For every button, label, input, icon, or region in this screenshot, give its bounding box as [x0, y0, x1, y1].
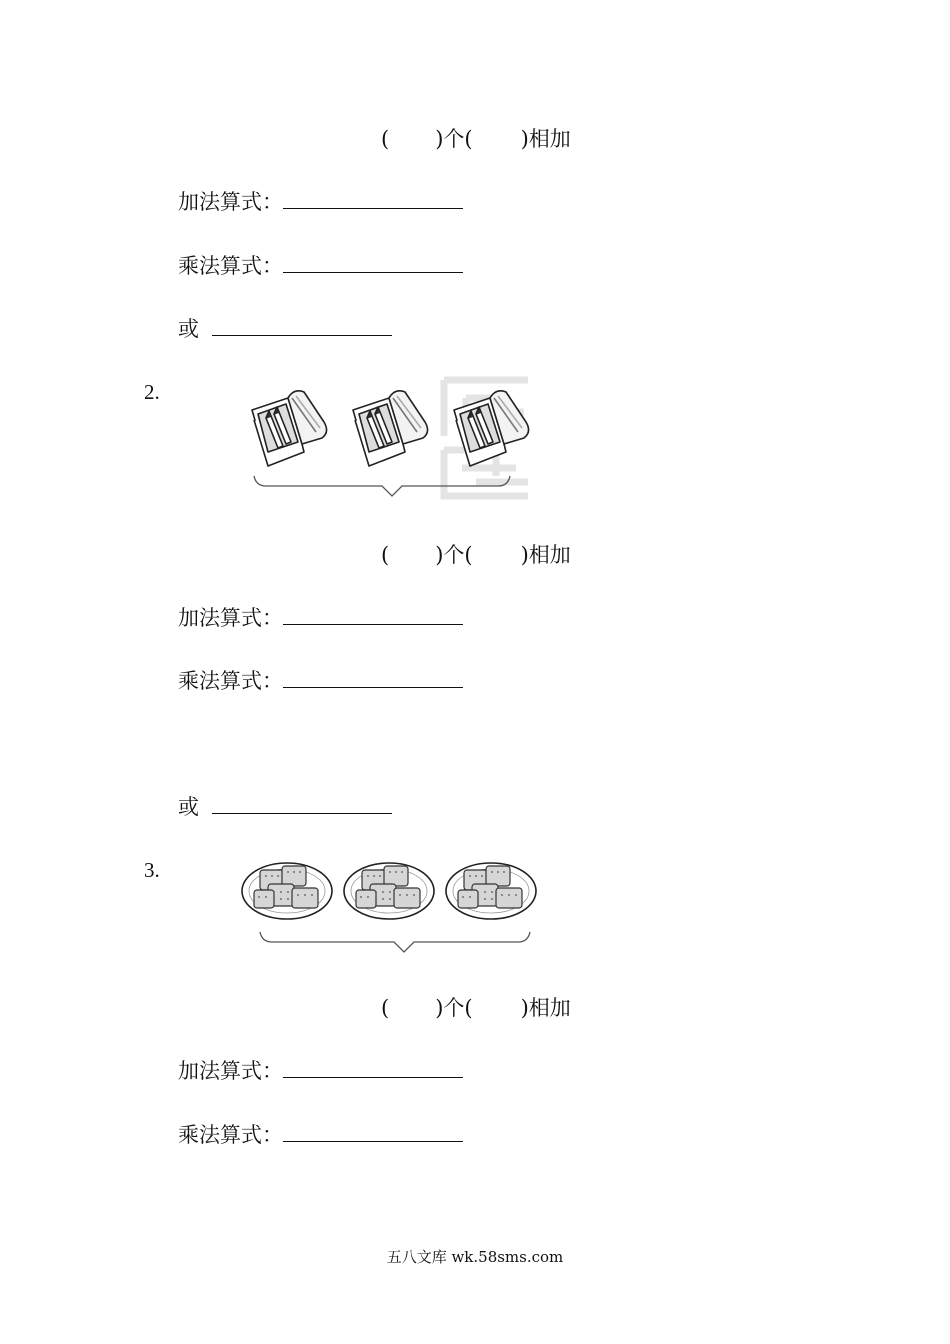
addition-label: 加法算式：: [178, 606, 283, 630]
page-footer: 五八文库 wk.58sms.com: [386, 1248, 564, 1266]
multiplication-answer-blank[interactable]: [283, 1123, 463, 1142]
addition-line-3: [178, 1058, 463, 1084]
paren-end: )相加: [520, 996, 571, 1020]
brace-icon: [258, 930, 532, 956]
paren-open: (: [381, 996, 390, 1020]
multiplication-line-1: [178, 253, 463, 279]
multiplication-label: 乘法算式：: [178, 669, 283, 693]
or-answer-blank[interactable]: [212, 317, 392, 336]
groups-phrase-3: [381, 995, 571, 1021]
or-label: 或: [178, 317, 199, 341]
addition-line-1: [178, 189, 463, 215]
problem-number-2: 2.: [144, 380, 160, 404]
paren-end: )相加: [520, 127, 571, 151]
pencil-case-icon: [349, 386, 433, 470]
addition-line-2: [178, 605, 463, 631]
paren-mid: )个(: [435, 996, 473, 1020]
pencil-case-icon: [450, 386, 534, 470]
paren-open: (: [381, 127, 390, 151]
paren-open: (: [381, 543, 390, 567]
cracker-plate-icon: [240, 860, 334, 922]
paren-mid: )个(: [435, 543, 473, 567]
or-line-2: [178, 794, 392, 820]
brace-icon: [252, 474, 512, 500]
pencil-case-icon: [248, 386, 332, 470]
or-answer-blank[interactable]: [212, 795, 392, 814]
paren-end: )相加: [520, 543, 571, 567]
addition-label: 加法算式：: [178, 1059, 283, 1083]
addition-answer-blank[interactable]: [283, 606, 463, 625]
or-line-1: [178, 316, 392, 342]
multiplication-label: 乘法算式：: [178, 1123, 283, 1147]
multiplication-answer-blank[interactable]: [283, 254, 463, 273]
addition-label: 加法算式：: [178, 190, 283, 214]
or-label: 或: [178, 795, 199, 819]
multiplication-label: 乘法算式：: [178, 254, 283, 278]
multiplication-line-3: [178, 1122, 463, 1148]
groups-phrase-2: [381, 542, 571, 568]
multiplication-line-2: [178, 668, 463, 694]
multiplication-answer-blank[interactable]: [283, 669, 463, 688]
cracker-plate-icon: [444, 860, 538, 922]
problem-number-3: 3.: [144, 858, 160, 882]
addition-answer-blank[interactable]: [283, 190, 463, 209]
cracker-plate-icon: [342, 860, 436, 922]
paren-mid: )个(: [435, 127, 473, 151]
addition-answer-blank[interactable]: [283, 1059, 463, 1078]
groups-phrase-1: [381, 126, 571, 152]
